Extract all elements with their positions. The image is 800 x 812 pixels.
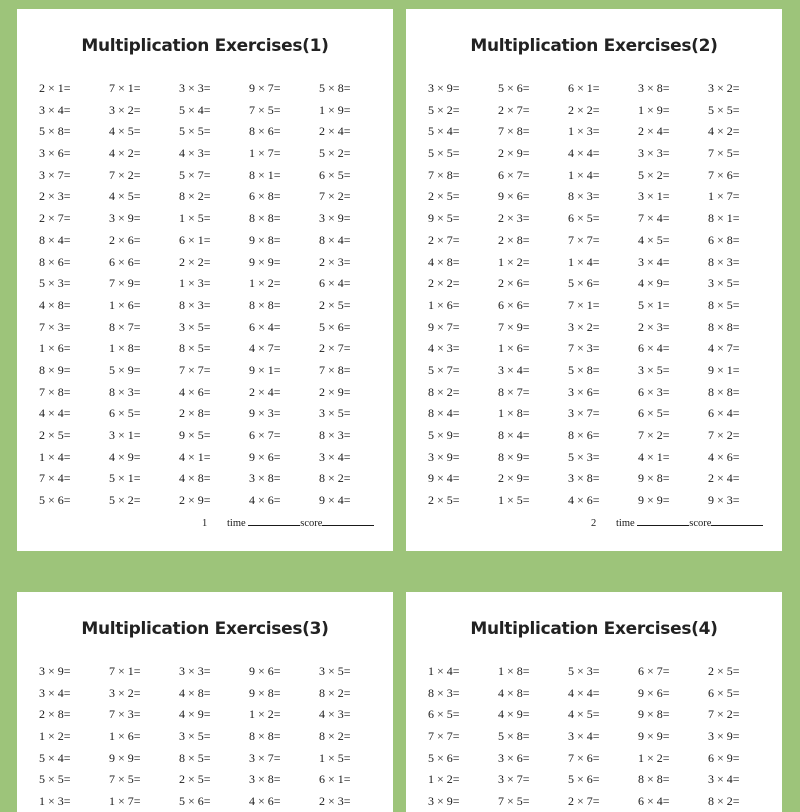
problem-cell: 4 × 3= <box>428 341 460 356</box>
problem-cell: 6 × 5= <box>319 167 351 182</box>
problem-cell: 6 × 8= <box>249 189 281 204</box>
problem-cell: 5 × 8= <box>319 81 351 95</box>
problem-cell: 8 × 9= <box>39 362 71 377</box>
problem-cell: 3 × 9= <box>428 81 460 95</box>
problem-cell: 5 × 6= <box>179 794 211 809</box>
problem-cell: 9 × 5= <box>179 428 211 442</box>
problem-cell: 8 × 2= <box>179 189 211 204</box>
score-blank[interactable] <box>322 516 374 526</box>
problem-cell: 4 × 6= <box>568 493 600 508</box>
problem-cell: 8 × 2= <box>319 729 351 744</box>
problem-cell: 8 × 6= <box>39 254 71 269</box>
problem-cell: 9 × 7= <box>428 319 460 334</box>
problem-cell: 9 × 6= <box>498 189 530 204</box>
problem-cell: 8 × 2= <box>319 471 351 486</box>
problem-cell: 4 × 6= <box>179 384 211 399</box>
problem-cell: 4 × 8= <box>179 685 211 700</box>
problem-cell: 3 × 6= <box>568 384 600 399</box>
problem-cell: 3 × 3= <box>638 146 670 161</box>
problem-cell: 4 × 3= <box>319 707 351 722</box>
problem-cell: 5 × 2= <box>638 167 670 182</box>
problem-cell: 2 × 7= <box>319 341 351 356</box>
problem-cell: 1 × 7= <box>708 189 740 204</box>
problem-cell: 8 × 8= <box>708 384 740 399</box>
problem-cell: 3 × 9= <box>428 449 460 464</box>
problem-cell: 6 × 4= <box>638 794 670 809</box>
problem-cell: 2 × 3= <box>498 211 530 226</box>
problem-cell: 1 × 7= <box>109 794 141 809</box>
problem-cell: 9 × 8= <box>249 232 281 247</box>
problem-cell: 6 × 1= <box>568 81 600 95</box>
problem-cell: 4 × 8= <box>498 685 530 700</box>
problem-cell: 5 × 1= <box>638 297 670 312</box>
problem-cell: 5 × 7= <box>179 167 211 182</box>
problem-cell: 4 × 6= <box>249 493 281 508</box>
problem-cell: 8 × 7= <box>498 384 530 399</box>
problem-cell: 6 × 5= <box>638 406 670 421</box>
problem-cell: 7 × 3= <box>568 341 600 356</box>
problem-cell: 6 × 7= <box>249 428 281 442</box>
problem-cell: 6 × 6= <box>109 254 141 269</box>
problem-cell: 2 × 2= <box>428 276 460 291</box>
problem-cell: 1 × 9= <box>638 102 670 117</box>
problem-cell: 1 × 5= <box>179 211 211 226</box>
problem-cell: 7 × 2= <box>708 707 740 722</box>
problem-cell: 3 × 1= <box>109 428 141 442</box>
problem-cell: 3 × 5= <box>708 276 740 291</box>
sheet-footer <box>202 516 374 529</box>
problem-cell: 8 × 4= <box>39 232 71 247</box>
problem-cell: 2 × 1= <box>39 81 71 95</box>
problem-cell: 5 × 5= <box>428 146 460 161</box>
problem-cell: 2 × 9= <box>319 384 351 399</box>
problem-cell: 3 × 5= <box>638 362 670 377</box>
problem-cell: 5 × 4= <box>428 124 460 139</box>
problem-cell: 1 × 6= <box>428 297 460 312</box>
problem-cell: 1 × 6= <box>109 729 141 744</box>
problem-cell: 1 × 4= <box>39 449 71 464</box>
problem-cell: 5 × 5= <box>39 772 71 787</box>
problem-cell: 7 × 5= <box>708 146 740 161</box>
problem-cell: 5 × 3= <box>568 664 600 678</box>
problem-cell: 5 × 5= <box>708 102 740 117</box>
problem-cell: 7 × 3= <box>109 707 141 722</box>
problem-cell: 8 × 5= <box>708 297 740 312</box>
problem-cell: 9 × 1= <box>249 362 281 377</box>
problem-cell: 3 × 9= <box>109 211 141 226</box>
problem-cell: 7 × 2= <box>708 428 740 442</box>
problem-cell: 3 × 1= <box>638 189 670 204</box>
problem-cell: 8 × 3= <box>319 428 351 442</box>
problem-cell: 3 × 5= <box>319 406 351 421</box>
problem-cell: 9 × 9= <box>249 254 281 269</box>
problem-cell: 9 × 8= <box>638 471 670 486</box>
problem-cell: 9 × 7= <box>249 81 281 95</box>
problem-cell: 1 × 6= <box>39 341 71 356</box>
problem-cell: 8 × 3= <box>708 254 740 269</box>
problem-cell: 6 × 5= <box>568 211 600 226</box>
problem-cell: 8 × 7= <box>109 319 141 334</box>
problem-cell: 9 × 8= <box>249 685 281 700</box>
problem-cell: 5 × 6= <box>568 276 600 291</box>
score-label: score <box>689 518 712 529</box>
problem-cell: 4 × 4= <box>568 685 600 700</box>
problem-cell: 2 × 9= <box>179 493 211 508</box>
problem-cell: 4 × 8= <box>39 297 71 312</box>
problem-cell: 2 × 7= <box>568 794 600 809</box>
problem-cell: 5 × 2= <box>319 146 351 161</box>
problem-cell: 5 × 8= <box>568 362 600 377</box>
problem-cell: 2 × 5= <box>319 297 351 312</box>
problem-cell: 2 × 5= <box>179 772 211 787</box>
time-label: time <box>616 518 635 529</box>
problem-cell: 1 × 5= <box>498 493 530 508</box>
problem-cell: 1 × 7= <box>249 146 281 161</box>
problem-cell: 1 × 4= <box>568 167 600 182</box>
problem-cell: 2 × 3= <box>319 254 351 269</box>
exercise-sheet-4 <box>406 592 782 812</box>
time-blank[interactable] <box>637 516 689 526</box>
problem-cell: 5 × 6= <box>428 750 460 765</box>
problem-cell: 9 × 9= <box>638 493 670 508</box>
problem-cell: 3 × 4= <box>498 362 530 377</box>
problem-cell: 1 × 2= <box>39 729 71 744</box>
problem-cell: 6 × 1= <box>179 232 211 247</box>
problem-cell: 7 × 2= <box>109 167 141 182</box>
problem-cell: 7 × 6= <box>708 167 740 182</box>
problem-cell: 6 × 5= <box>708 685 740 700</box>
problem-cell: 1 × 3= <box>568 124 600 139</box>
exercise-sheet-3 <box>17 592 393 812</box>
problem-cell: 5 × 8= <box>39 124 71 139</box>
problem-cell: 7 × 5= <box>498 794 530 809</box>
problem-cell: 2 × 5= <box>428 189 460 204</box>
problem-cell: 2 × 4= <box>638 124 670 139</box>
problem-cell: 4 × 5= <box>109 189 141 204</box>
problem-cell: 8 × 3= <box>568 189 600 204</box>
problem-cell: 3 × 8= <box>568 471 600 486</box>
problem-cell: 8 × 3= <box>109 384 141 399</box>
problem-cell: 8 × 2= <box>708 794 740 809</box>
problem-cell: 5 × 6= <box>568 772 600 787</box>
problem-cell: 1 × 8= <box>498 406 530 421</box>
problem-cell: 3 × 4= <box>638 254 670 269</box>
problem-cell: 8 × 8= <box>708 319 740 334</box>
page-number: 1 <box>202 518 208 529</box>
problem-cell: 7 × 8= <box>39 384 71 399</box>
problem-cell: 3 × 7= <box>498 772 530 787</box>
exercise-sheet-2 <box>406 9 782 551</box>
problem-cell: 2 × 9= <box>498 471 530 486</box>
problem-grid <box>428 661 778 812</box>
problem-cell: 3 × 5= <box>319 664 351 678</box>
problem-cell: 5 × 4= <box>39 750 71 765</box>
problem-cell: 4 × 7= <box>708 341 740 356</box>
problem-cell: 7 × 2= <box>638 428 670 442</box>
problem-cell: 8 × 1= <box>708 211 740 226</box>
problem-cell: 3 × 9= <box>319 211 351 226</box>
problem-cell: 3 × 3= <box>179 81 211 95</box>
problem-cell: 3 × 3= <box>179 664 211 678</box>
problem-cell: 6 × 4= <box>319 276 351 291</box>
problem-cell: 3 × 5= <box>179 729 211 744</box>
problem-cell: 3 × 8= <box>249 471 281 486</box>
problem-cell: 4 × 3= <box>179 146 211 161</box>
problem-cell: 4 × 1= <box>638 449 670 464</box>
problem-cell: 4 × 5= <box>568 707 600 722</box>
problem-cell: 1 × 2= <box>638 750 670 765</box>
problem-cell: 3 × 2= <box>568 319 600 334</box>
problem-cell: 4 × 6= <box>249 794 281 809</box>
problem-cell: 7 × 4= <box>39 471 71 486</box>
problem-cell: 4 × 2= <box>708 124 740 139</box>
problem-cell: 3 × 9= <box>428 794 460 809</box>
problem-cell: 9 × 9= <box>109 750 141 765</box>
problem-cell: 6 × 5= <box>109 406 141 421</box>
problem-cell: 7 × 7= <box>428 729 460 744</box>
problem-cell: 5 × 7= <box>428 362 460 377</box>
problem-cell: 7 × 1= <box>109 81 141 95</box>
problem-cell: 6 × 6= <box>498 297 530 312</box>
problem-cell: 7 × 1= <box>109 664 141 678</box>
problem-cell: 8 × 4= <box>319 232 351 247</box>
problem-cell: 2 × 8= <box>39 707 71 722</box>
problem-cell: 8 × 5= <box>179 750 211 765</box>
problem-cell: 3 × 4= <box>39 685 71 700</box>
problem-cell: 9 × 3= <box>249 406 281 421</box>
problem-cell: 4 × 9= <box>638 276 670 291</box>
problem-cell: 1 × 8= <box>498 664 530 678</box>
problem-cell: 7 × 1= <box>568 297 600 312</box>
sheet-title: Multiplication Exercises(3) <box>81 619 329 639</box>
problem-cell: 2 × 6= <box>109 232 141 247</box>
problem-cell: 8 × 8= <box>249 297 281 312</box>
problem-cell: 3 × 2= <box>109 685 141 700</box>
problem-cell: 2 × 3= <box>39 189 71 204</box>
problem-cell: 6 × 4= <box>638 341 670 356</box>
problem-cell: 7 × 4= <box>638 211 670 226</box>
problem-cell: 9 × 8= <box>638 707 670 722</box>
problem-cell: 4 × 1= <box>179 449 211 464</box>
problem-cell: 2 × 7= <box>39 211 71 226</box>
page-number: 2 <box>591 518 597 529</box>
problem-cell: 9 × 5= <box>428 211 460 226</box>
problem-cell: 5 × 3= <box>568 449 600 464</box>
sheet-title: Multiplication Exercises(2) <box>470 36 718 56</box>
problem-cell: 3 × 6= <box>498 750 530 765</box>
problem-cell: 6 × 5= <box>428 707 460 722</box>
problem-cell: 5 × 3= <box>39 276 71 291</box>
problem-cell: 9 × 6= <box>249 449 281 464</box>
problem-cell: 3 × 4= <box>39 102 71 117</box>
problem-cell: 8 × 5= <box>179 341 211 356</box>
time-blank[interactable] <box>248 516 300 526</box>
problem-cell: 6 × 3= <box>638 384 670 399</box>
problem-cell: 6 × 8= <box>708 232 740 247</box>
problem-cell: 2 × 8= <box>179 406 211 421</box>
problem-cell: 1 × 8= <box>109 341 141 356</box>
problem-cell: 4 × 9= <box>109 449 141 464</box>
problem-cell: 7 × 7= <box>179 362 211 377</box>
problem-cell: 3 × 7= <box>249 750 281 765</box>
problem-cell: 1 × 4= <box>568 254 600 269</box>
problem-cell: 2 × 2= <box>568 102 600 117</box>
problem-cell: 2 × 2= <box>179 254 211 269</box>
problem-cell: 3 × 7= <box>39 167 71 182</box>
problem-cell: 8 × 8= <box>249 729 281 744</box>
problem-cell: 9 × 3= <box>708 493 740 508</box>
problem-cell: 3 × 4= <box>568 729 600 744</box>
sheet-title: Multiplication Exercises(1) <box>81 36 329 56</box>
problem-grid <box>39 661 389 812</box>
problem-cell: 5 × 5= <box>179 124 211 139</box>
problem-cell: 2 × 7= <box>428 232 460 247</box>
problem-cell: 8 × 3= <box>428 685 460 700</box>
problem-cell: 8 × 2= <box>428 384 460 399</box>
problem-cell: 1 × 3= <box>39 794 71 809</box>
problem-cell: 2 × 5= <box>708 664 740 678</box>
problem-cell: 7 × 3= <box>39 319 71 334</box>
problem-cell: 4 × 9= <box>498 707 530 722</box>
problem-cell: 2 × 4= <box>249 384 281 399</box>
problem-cell: 5 × 1= <box>109 471 141 486</box>
problem-cell: 3 × 7= <box>568 406 600 421</box>
problem-cell: 2 × 8= <box>498 232 530 247</box>
problem-cell: 5 × 6= <box>319 319 351 334</box>
problem-cell: 3 × 9= <box>39 664 71 678</box>
problem-cell: 1 × 6= <box>109 297 141 312</box>
problem-cell: 5 × 9= <box>109 362 141 377</box>
problem-cell: 7 × 7= <box>568 232 600 247</box>
problem-cell: 9 × 9= <box>638 729 670 744</box>
exercise-sheet-1 <box>17 9 393 551</box>
problem-cell: 8 × 4= <box>428 406 460 421</box>
problem-cell: 1 × 9= <box>319 102 351 117</box>
problem-cell: 3 × 8= <box>249 772 281 787</box>
problem-cell: 8 × 4= <box>498 428 530 442</box>
problem-cell: 8 × 3= <box>179 297 211 312</box>
problem-cell: 9 × 6= <box>638 685 670 700</box>
problem-cell: 3 × 6= <box>39 146 71 161</box>
problem-cell: 6 × 1= <box>319 772 351 787</box>
problem-cell: 7 × 9= <box>109 276 141 291</box>
problem-cell: 2 × 4= <box>708 471 740 486</box>
problem-cell: 1 × 2= <box>249 276 281 291</box>
problem-cell: 3 × 8= <box>638 81 670 95</box>
problem-cell: 4 × 9= <box>179 707 211 722</box>
problem-cell: 9 × 4= <box>428 471 460 486</box>
sheet-footer <box>591 516 763 529</box>
problem-cell: 4 × 8= <box>428 254 460 269</box>
problem-cell: 4 × 5= <box>109 124 141 139</box>
problem-cell: 7 × 5= <box>249 102 281 117</box>
problem-cell: 1 × 4= <box>428 664 460 678</box>
problem-cell: 4 × 6= <box>708 449 740 464</box>
problem-cell: 7 × 8= <box>319 362 351 377</box>
problem-cell: 5 × 6= <box>498 81 530 95</box>
problem-cell: 3 × 9= <box>708 729 740 744</box>
problem-cell: 4 × 7= <box>249 341 281 356</box>
problem-cell: 7 × 2= <box>319 189 351 204</box>
problem-cell: 3 × 2= <box>109 102 141 117</box>
problem-cell: 7 × 8= <box>428 167 460 182</box>
problem-cell: 1 × 3= <box>179 276 211 291</box>
sheet-title: Multiplication Exercises(4) <box>470 619 718 639</box>
score-blank[interactable] <box>711 516 763 526</box>
problem-cell: 9 × 4= <box>319 493 351 508</box>
problem-cell: 5 × 6= <box>39 493 71 508</box>
problem-cell: 4 × 4= <box>568 146 600 161</box>
problem-cell: 8 × 2= <box>319 685 351 700</box>
problem-cell: 6 × 4= <box>708 406 740 421</box>
problem-cell: 2 × 7= <box>498 102 530 117</box>
problem-cell: 1 × 6= <box>498 341 530 356</box>
problem-cell: 9 × 6= <box>249 664 281 678</box>
problem-cell: 2 × 3= <box>319 794 351 809</box>
problem-cell: 8 × 1= <box>249 167 281 182</box>
problem-cell: 2 × 5= <box>428 493 460 508</box>
problem-cell: 2 × 5= <box>39 428 71 442</box>
problem-cell: 1 × 2= <box>249 707 281 722</box>
problem-cell: 8 × 8= <box>638 772 670 787</box>
problem-cell: 4 × 2= <box>109 146 141 161</box>
problem-cell: 2 × 9= <box>498 146 530 161</box>
problem-cell: 8 × 6= <box>568 428 600 442</box>
problem-cell: 6 × 7= <box>498 167 530 182</box>
problem-grid <box>428 78 778 512</box>
score-label: score <box>300 518 323 529</box>
problem-grid <box>39 78 389 512</box>
problem-cell: 1 × 2= <box>498 254 530 269</box>
problem-cell: 6 × 9= <box>708 750 740 765</box>
problem-cell: 5 × 2= <box>428 102 460 117</box>
problem-cell: 3 × 4= <box>319 449 351 464</box>
problem-cell: 5 × 2= <box>109 493 141 508</box>
problem-cell: 5 × 9= <box>428 428 460 442</box>
problem-cell: 6 × 7= <box>638 664 670 678</box>
problem-cell: 8 × 6= <box>249 124 281 139</box>
problem-cell: 7 × 8= <box>498 124 530 139</box>
problem-cell: 1 × 5= <box>319 750 351 765</box>
problem-cell: 1 × 2= <box>428 772 460 787</box>
problem-cell: 6 × 4= <box>249 319 281 334</box>
problem-cell: 8 × 9= <box>498 449 530 464</box>
problem-cell: 8 × 8= <box>249 211 281 226</box>
problem-cell: 7 × 6= <box>568 750 600 765</box>
problem-cell: 9 × 1= <box>708 362 740 377</box>
problem-cell: 2 × 6= <box>498 276 530 291</box>
problem-cell: 3 × 5= <box>179 319 211 334</box>
problem-cell: 5 × 8= <box>498 729 530 744</box>
problem-cell: 3 × 4= <box>708 772 740 787</box>
problem-cell: 4 × 8= <box>179 471 211 486</box>
problem-cell: 5 × 4= <box>179 102 211 117</box>
problem-cell: 4 × 4= <box>39 406 71 421</box>
time-label: time <box>227 518 246 529</box>
problem-cell: 7 × 5= <box>109 772 141 787</box>
problem-cell: 4 × 5= <box>638 232 670 247</box>
problem-cell: 2 × 3= <box>638 319 670 334</box>
problem-cell: 2 × 4= <box>319 124 351 139</box>
problem-cell: 7 × 9= <box>498 319 530 334</box>
problem-cell: 3 × 2= <box>708 81 740 95</box>
